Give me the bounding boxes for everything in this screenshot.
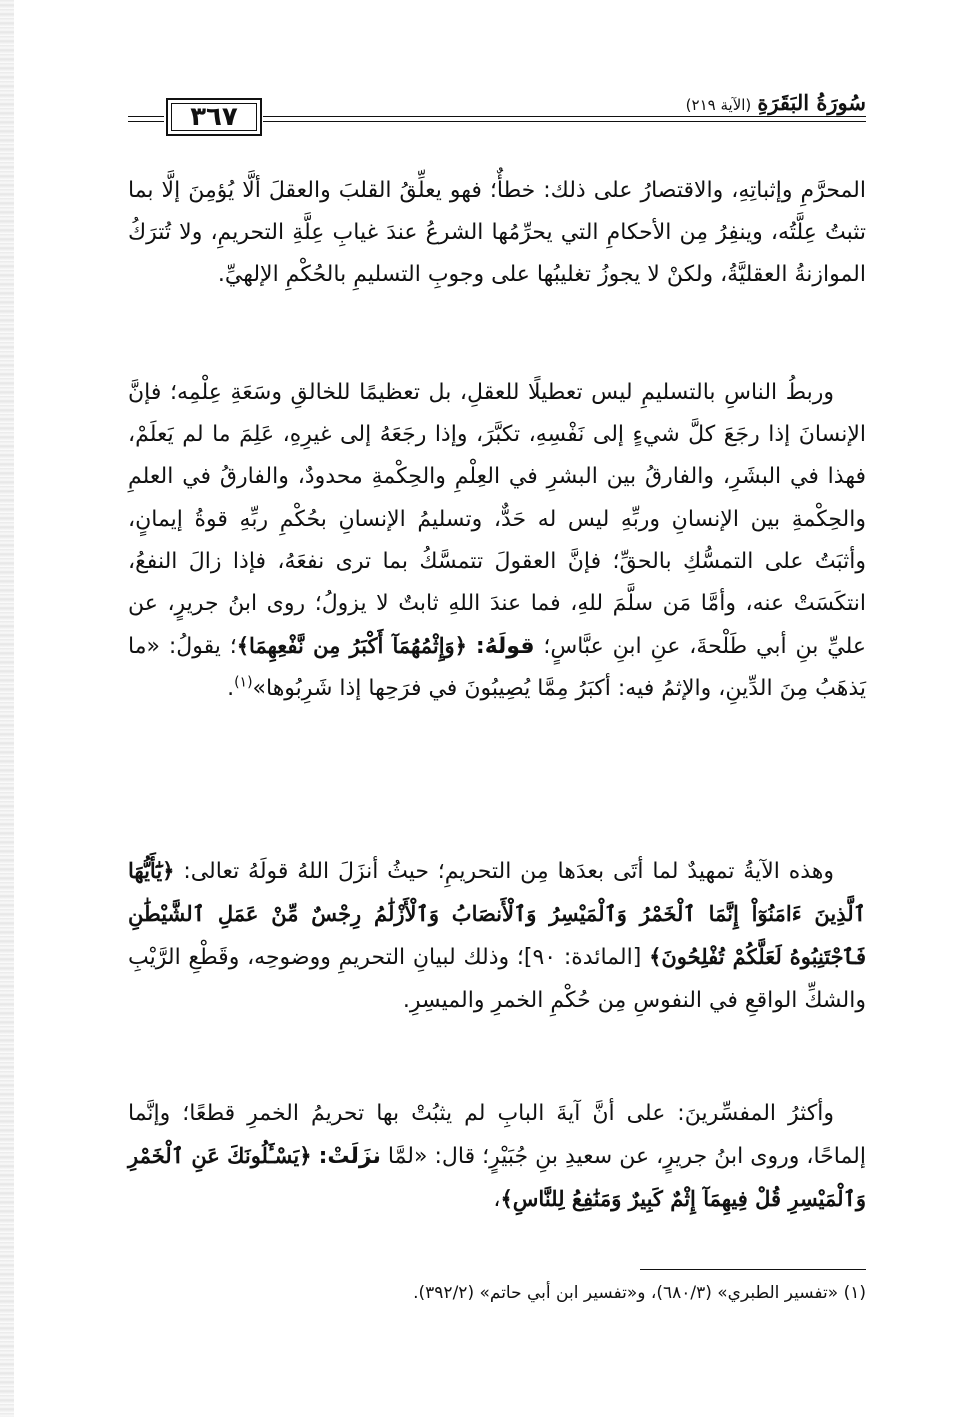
- ayah-reference: (الآية ٢١٩): [685, 96, 752, 114]
- page-header: [128, 92, 866, 136]
- paragraph-text: ؛ وذلك لبيانِ التحريمِ ووضوحِه، وقَطْعِ الرَّيْبِ والشكِّ الواقعِ في النفوسِ مِن حُكْمِ الخمرِ والميسِرِ.: [128, 945, 866, 1013]
- paragraph-text: وربطُ الناسِ بالتسليمِ ليس تعطيلًا للعقلِ، بل تعظيمًا للخالقِ وسَعَةِ عِلْمِه؛ فإنَّ الإنسانَ إذا رجَعَ كلَّ شيءٍ إلى نَفْسِهِ، تكبَّرَ، وإذا رجَعَهُ إلى غيرِهِ، عَلِمَ ما لم يَعلَمْ، فهذا في البشَرِ، والفارقُ بين البشرِ في العِلْمِ والحِكْمةِ محدودٌ، والفارقُ في العلمِ والحِكْمةِ بين الإنسانِ وربِّهِ ليس له حَدٌّ، وتسليمُ الإنسانِ بحُكْمِ ربِّهِ قوةُ إيمانٍ، وأثبَتُ على التمسُّكِ بالحقِّ؛ فإنَّ العقولَ تتمسَّكُ بما ترى نفعَهُ، فإذا زالَ النفعُ، انتكَسَتْ عنه، وأمَّا مَن سلَّمَ للهِ، فما عندَ اللهِ ثابتٌ لا يزولُ؛ روى ابنُ جريرٍ، عن عليِّ بنِ أبي طَلْحةَ، عنِ ابنِ عبَّاسٍ؛: [128, 380, 867, 660]
- header-rule: [263, 116, 866, 117]
- paragraph-text: وهذه الآيةُ تمهيدٌ لما أتَى بعدَها مِن التحريمِ؛ حيثُ أنزَلَ اللهُ قولَهُ تعالى:: [183, 859, 834, 884]
- paragraph-text: ؛ يقولُ: «ما يَذهَبُ مِنَ الدِّينِ، والإثمُ فيه: أكبَرُ مِمَّا يُصِيبُونَ في فرَحِها إذا شَرِبُوها»: [128, 634, 866, 702]
- scan-edge-noise: [0, 0, 14, 1417]
- footnote-number: (١): [843, 1283, 866, 1303]
- paragraph-text: المحرَّمِ وإثباتِهِ، والاقتصارُ على ذلك: خطأٌ؛ فهو يعلِّقُ القلبَ والعقلَ ألَّا يُؤمِنَ إلَّا بما تثبتُ عِلَّتُه، وينفِرُ مِن الأحكامِ التي يحرِّمُها الشرعُ عندَ غيابِ عِلَّةِ التحريمِ، ولا تُترَكُ الموازنةُ العقليَّةُ، ولكنْ لا يجوزُ تغليبُها على وجوبِ التسليمِ بالحُكْمِ الإلهيِّ.: [128, 178, 866, 288]
- footnote-reference[interactable]: (١): [234, 675, 253, 692]
- paragraph-text: ،: [493, 1187, 501, 1213]
- paragraph-text: وأكثرُ المفسِّرينَ: على أنَّ آيةَ البابِ لم يثبُتْ بها تحريمُ الخمرِ قطعًا؛ وإنَّما إلماحًا، وروى ابنُ جريرٍ، عن سعيدِ بنِ جُبَيْرٍ؛ قال: «لمَّا: [128, 1101, 866, 1170]
- page-number: ٣٦٧: [190, 102, 238, 132]
- paragraph-3: [128, 850, 866, 1022]
- quran-verse: ﴿يَسْـَٔلُونَكَ عَنِ ٱلْخَمْرِ وَٱلْمَيْسِرِ قُلْ فِيهِمَآ إِثْمٌ كَبِيرٌ وَمَنَٰفِعُ لِلنَّاسِ﴾: [128, 1143, 866, 1212]
- page-number-frame: [166, 98, 262, 136]
- quran-verse: ﴿يَٰٓأَيُّهَا ٱلَّذِينَ ءَامَنُوٓاْ إِنَّمَا ٱلْخَمْرُ وَٱلْمَيْسِرُ وَٱلْأَنصَابُ وَٱلْأَزْلَٰمُ رِجْسٌ مِّنْ عَمَلِ ٱلشَّيْطَٰنِ فَٱجْتَنِبُوهُ لَعَلَّكُمْ تُفْلِحُونَ﴾: [128, 858, 866, 970]
- paragraph-4: [128, 1093, 866, 1222]
- footnote-divider: [640, 1269, 866, 1270]
- running-head: [686, 92, 866, 116]
- quran-verse: ﴿وَإِثْمُهُمَآ أَكْبَرُ مِن نَّفْعِهِمَا﴾: [236, 633, 467, 659]
- header-rule-left: [128, 121, 164, 122]
- footnote: [128, 1280, 866, 1306]
- paragraph-text: .: [227, 676, 235, 702]
- quote-label: نزَلَتْ:: [318, 1144, 381, 1170]
- quote-label: قولَهُ:: [475, 634, 535, 660]
- footnote-text: «تفسير الطبري» (٦٨٠/٣)، و«تفسير ابن أبي حاتم» (٣٩٢/٢).: [413, 1283, 839, 1303]
- surah-name: سُورَةُ البَقَرَةِ: [757, 90, 866, 115]
- verse-citation: [المائدة: ٩٠]: [523, 945, 642, 971]
- header-rule: [263, 121, 866, 122]
- paragraph-1: [128, 170, 866, 297]
- header-rule-left: [128, 116, 164, 117]
- paragraph-2: [128, 372, 866, 711]
